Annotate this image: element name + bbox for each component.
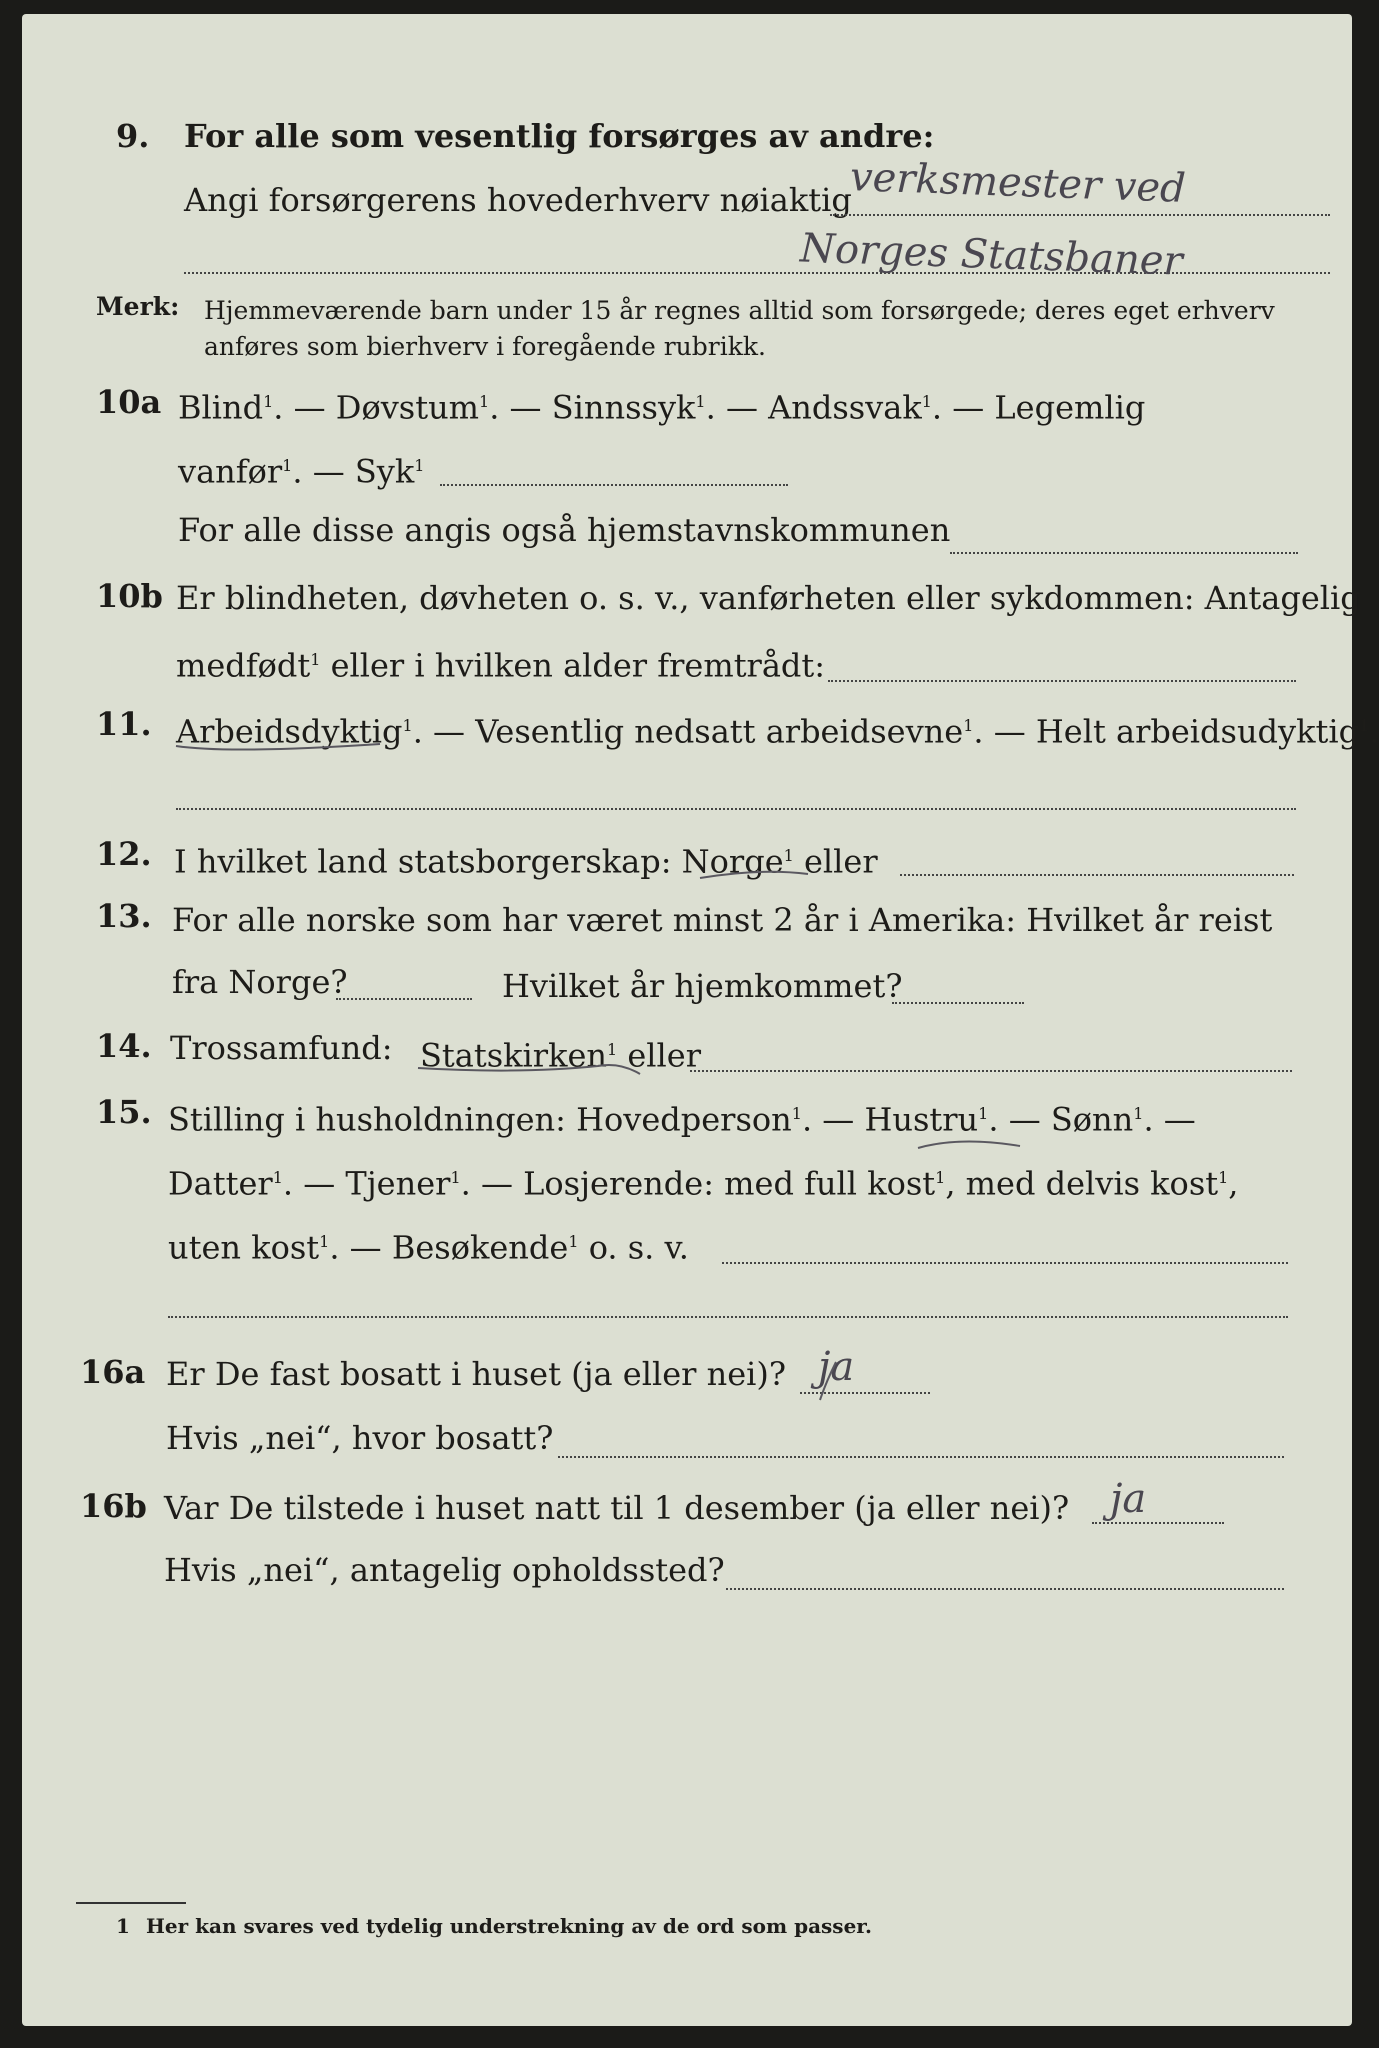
q9-answer-line1: verksmester ved xyxy=(849,154,1187,212)
q16a-number: 16a xyxy=(80,1353,146,1391)
q15-line2: Datter$^1$. — Tjener$^1$. — Losjerende: med full kost$^1$, med delvis kost$^1$, xyxy=(168,1164,1239,1203)
q15-line3: uten kost$^1$. — Besøkende$^1$ o. s. v. xyxy=(168,1228,689,1267)
q16b-line1: Var De tilstede i huset natt til 1 desember (ja eller nei)? xyxy=(164,1489,1070,1527)
merk-line1: Hjemmeværende barn under 15 år regnes alltid som forsørgede; deres eget erhverv xyxy=(204,296,1275,325)
q11-line: Arbeidsdyktig$^1$. — Vesentlig nedsatt arbeidsevne$^1$. — Helt arbeidsudyktig$^1$. xyxy=(176,712,1379,751)
q9-prompt: Angi forsørgerens hovederhverv nøiaktig xyxy=(184,181,852,219)
q16b-number: 16b xyxy=(80,1487,147,1525)
q12-line: I hvilket land statsborgerskap: Norge$^1$ eller xyxy=(174,842,878,881)
q13-number: 13. xyxy=(96,897,152,935)
q14-number: 14. xyxy=(96,1027,152,1065)
q9-heading: For alle som vesentlig forsørges av andre: xyxy=(184,117,935,155)
q15-number: 15. xyxy=(96,1093,152,1131)
q16b-answer: ja xyxy=(1110,1476,1147,1522)
q10a-line2: vanfør$^1$. — Syk$^1$ xyxy=(178,452,425,491)
q14-label: Trossamfund: xyxy=(170,1029,393,1067)
q15-line1: Stilling i husholdningen: Hovedperson$^1$. — Hustru$^1$. — Sønn$^1$. — xyxy=(168,1100,1196,1139)
footnote-mark: 1 xyxy=(116,1914,130,1938)
q10a-line3: For alle disse angis også hjemstavnskommunen xyxy=(178,511,951,549)
merk-label: Merk: xyxy=(96,292,180,321)
q9-answer-line2: Norges Statsbaner xyxy=(799,225,1184,285)
merk-line2: anføres som bierhverv i foregående rubrikk. xyxy=(204,332,766,361)
q10a-number: 10a xyxy=(96,383,162,421)
q13-line1: For alle norske som har været minst 2 år i Amerika: Hvilket år reist xyxy=(172,901,1273,939)
q16a-line1: Er De fast bosatt i huset (ja eller nei)? xyxy=(166,1355,787,1393)
q10b-line2: medfødt$^1$ eller i hvilken alder fremtrådt: xyxy=(176,646,826,685)
q16a-answer: ja xyxy=(818,1344,855,1390)
q14-options: Statskirken$^1$ eller xyxy=(420,1036,701,1075)
q12-number: 12. xyxy=(96,835,152,873)
q11-number: 11. xyxy=(96,705,152,743)
q16b-line2: Hvis „nei“, antagelig opholdssted? xyxy=(164,1551,725,1589)
q13-line2b: Hvilket år hjemkommet? xyxy=(502,967,903,1005)
q13-line2a: fra Norge? xyxy=(172,963,348,1001)
q10b-number: 10b xyxy=(96,577,163,615)
q9-number: 9. xyxy=(116,117,150,155)
q16a-line2: Hvis „nei“, hvor bosatt? xyxy=(166,1419,554,1457)
q10b-line1: Er blindheten, døvheten o. s. v., vanførheten eller sykdommen: Antagelig xyxy=(176,579,1361,617)
footnote-text: Her kan svares ved tydelig understrekning av de ord som passer. xyxy=(146,1914,872,1938)
q10a-line1: Blind$^1$. — Døvstum$^1$. — Sinnssyk$^1$. — Andssvak$^1$. — Legemlig xyxy=(178,388,1146,427)
